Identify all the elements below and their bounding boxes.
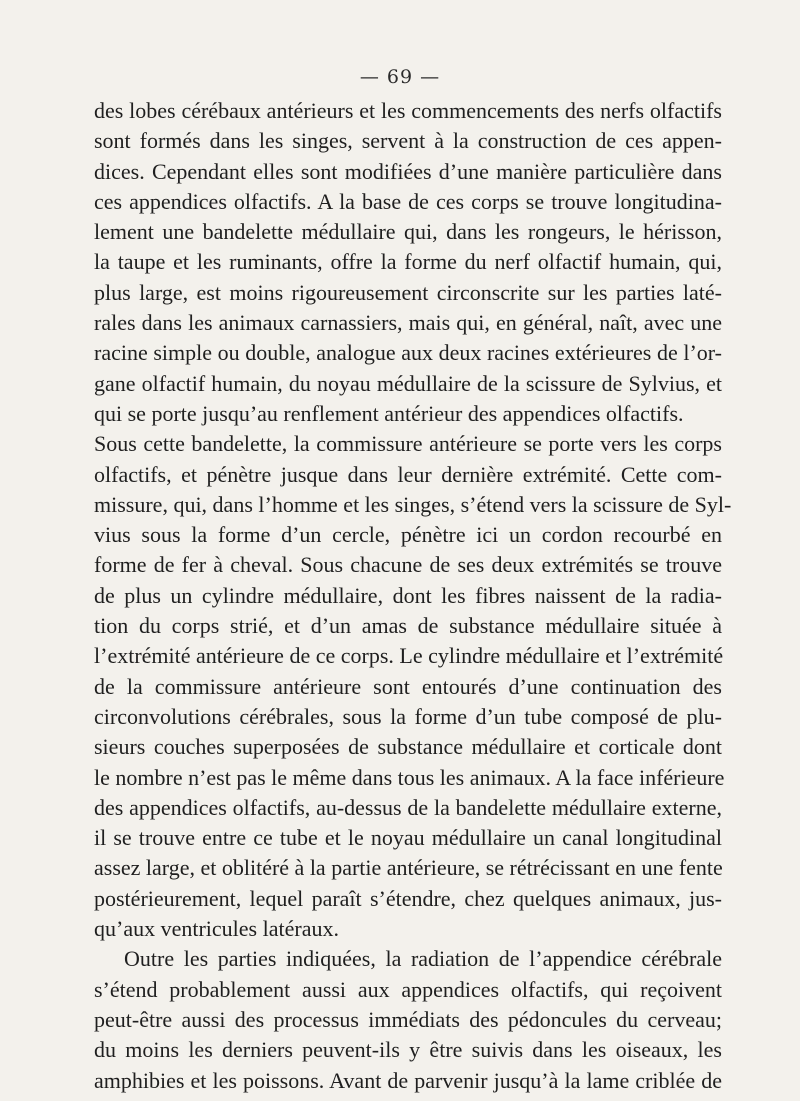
text-line: assez large, et oblitéré à la partie antérieure, se rétrécissant en une fente — [94, 855, 723, 881]
text-line: le nombre n’est pas le même dans tous les animaux. A la face inférieure — [94, 764, 725, 790]
page-number-header: — 69 — — [359, 66, 441, 88]
text-line: de la commissure antérieure sont entourés d’une continuation des — [94, 673, 722, 699]
text-line: amphibies et les poissons. Avant de parvenir jusqu’à la lame criblée de — [94, 1067, 722, 1093]
text-line: racine simple ou double, analogue aux deux racines extérieures de l’or- — [94, 340, 722, 366]
text-line: peut-être aussi des processus immédiats des pédoncules du cerveau; — [94, 1006, 722, 1032]
text-line: olfactifs, et pénètre jusque dans leur dernière extrémité. Cette com- — [94, 461, 722, 487]
text-line: dices. Cependant elles sont modifiées d’une manière particulière dans — [94, 158, 722, 184]
text-line: tion du corps strié, et d’un amas de substance médullaire située à — [94, 613, 722, 639]
text-line: ces appendices olfactifs. A la base de ces corps se trouve longitudina- — [94, 188, 722, 214]
text-line: la taupe et les ruminants, offre la forme du nerf olfactif humain, qui, — [94, 249, 722, 275]
text-line: des lobes cérébaux antérieurs et les commencements des nerfs olfactifs — [94, 98, 722, 123]
text-line: qu’aux ventricules latéraux. — [94, 916, 339, 942]
text-line: qui se porte jusqu’au renflement antérieur des appendices olfactifs. — [94, 400, 684, 426]
text-line: gane olfactif humain, du noyau médullaire de la scissure de Sylvius, et — [94, 370, 722, 396]
text-line: postérieurement, lequel paraît s’étendre, chez quelques animaux, jus- — [94, 885, 722, 911]
text-line: plus large, est moins rigoureusement circonscrite sur les parties laté- — [94, 279, 722, 305]
text-line: il se trouve entre ce tube et le noyau médullaire un canal longitudinal — [94, 825, 722, 851]
text-line: Outre les parties indiquées, la radiation de l’appendice cérébrale — [124, 946, 722, 972]
text-line: lement une bandelette médullaire qui, dans les rongeurs, le hérisson, — [94, 219, 722, 245]
text-line: sieurs couches superposées de substance médullaire et corticale dont — [94, 734, 722, 760]
text-line: du moins les derniers peuvent-ils y être suivis dans les oiseaux, les — [94, 1037, 722, 1063]
text-line: vius sous la forme d’un cercle, pénètre ici un cordon recourbé en — [94, 522, 722, 548]
text-line: missure, qui, dans l’homme et les singes, s’étend vers la scissure de Syl- — [94, 491, 732, 517]
body-text — [94, 96, 732, 1096]
text-line: rales dans les animaux carnassiers, mais qui, en général, naît, avec une — [94, 310, 722, 336]
text-line: des appendices olfactifs, au-dessus de la bandelette médullaire externe, — [94, 794, 722, 820]
text-line: circonvolutions cérébrales, sous la forme d’un tube composé de plu- — [94, 703, 722, 729]
text-line: forme de fer à cheval. Sous chacune de ses deux extrémités se trouve — [94, 552, 722, 578]
text-line: sont formés dans les singes, servent à la construction de ces appen- — [94, 128, 722, 154]
text-line: Sous cette bandelette, la commissure antérieure se porte vers les corps — [94, 431, 722, 457]
text-line: s’étend probablement aussi aux appendices olfactifs, qui reçoivent — [94, 976, 722, 1002]
text-line: de plus un cylindre médullaire, dont les fibres naissent de la radia- — [94, 582, 722, 608]
text-line: l’extrémité antérieure de ce corps. Le cylindre médullaire et l’extrémité — [94, 643, 724, 669]
